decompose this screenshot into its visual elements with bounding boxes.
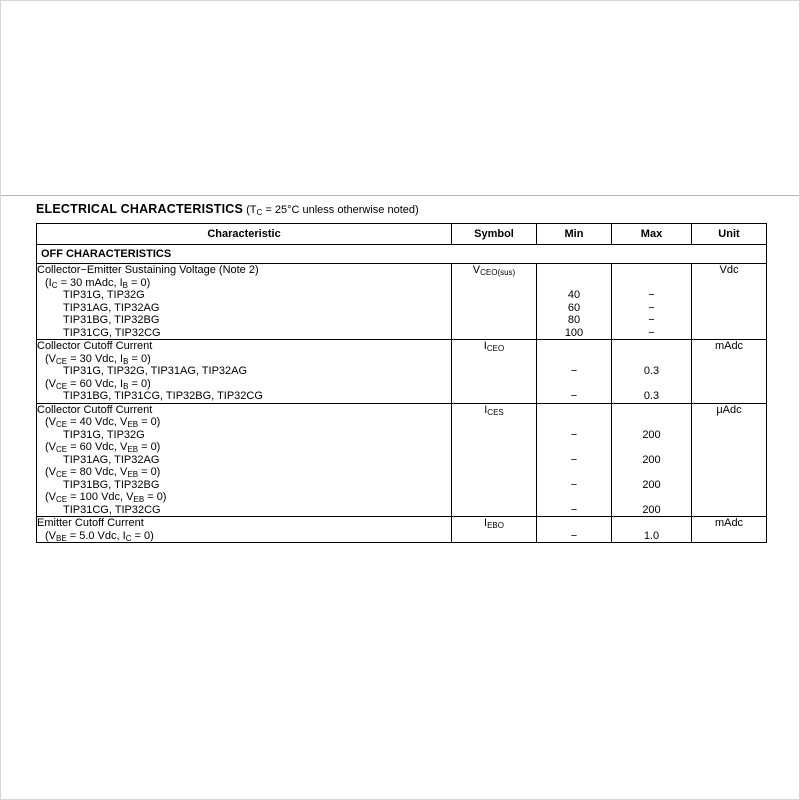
max-value [612, 466, 691, 479]
characteristic-line: Emitter Cutoff Current [37, 517, 144, 529]
max-value: 200 [642, 428, 661, 441]
min-value: 60 [567, 301, 581, 314]
min-value [537, 277, 611, 290]
max-value [612, 404, 691, 417]
unit-text: mAdc [714, 517, 744, 529]
col-header-min: Min [537, 224, 612, 245]
characteristic-cell [37, 264, 452, 340]
min-value: − [570, 503, 578, 516]
max-cell [612, 403, 692, 517]
characteristic-line: ($V_{CE} = 80$ Vdc, $V_{EB} = 0$) [45, 466, 161, 479]
min-value: − [570, 529, 578, 542]
symbol-cell [452, 517, 537, 543]
min-value [537, 404, 611, 417]
col-header-max: Max [612, 224, 692, 245]
table-row [37, 264, 767, 340]
section-title-main: ELECTRICAL CHARACTERISTICS [36, 202, 244, 216]
min-value [537, 353, 611, 366]
min-value [537, 378, 611, 391]
max-cell [612, 340, 692, 404]
min-value: − [570, 428, 578, 441]
max-value: 0.3 [643, 365, 660, 377]
characteristic-line: ($V_{CE} = 30$ Vdc, $I_B = 0$) [45, 352, 151, 365]
max-value [612, 353, 691, 366]
min-value: − [570, 390, 578, 402]
symbol-text: $V_{CEO(sus)}$ [472, 264, 516, 277]
characteristic-line: TIP31BG, TIP32BG [63, 478, 160, 491]
min-value [537, 264, 611, 277]
max-value [612, 378, 691, 391]
min-value [537, 340, 611, 353]
unit-cell [692, 340, 767, 404]
characteristic-line: ($V_{CE} = 40$ Vdc, $V_{EB} = 0$) [45, 416, 161, 429]
unit-cell [692, 517, 767, 543]
min-value [537, 416, 611, 429]
max-value: 200 [642, 453, 661, 466]
electrical-characteristics-table [36, 223, 767, 543]
section-title-note: ($T_C = 25^\circ C$ unless otherwise noted) [243, 204, 419, 217]
min-cell [537, 403, 612, 517]
unit-text: μAdc [716, 403, 742, 416]
characteristic-line: Collector Cutoff Current [37, 340, 153, 352]
min-value [537, 466, 611, 479]
min-value [537, 441, 611, 454]
unit-cell [692, 403, 767, 517]
table-row [37, 340, 767, 404]
max-value: 200 [642, 503, 661, 516]
min-value: − [570, 478, 578, 491]
table-header-row [37, 224, 767, 245]
characteristic-line: TIP31BG, TIP32BG [63, 314, 160, 326]
characteristic-line: TIP31BG, TIP31CG, TIP32BG, TIP32CG [63, 390, 263, 402]
min-value: 40 [567, 289, 581, 301]
max-cell [612, 517, 692, 543]
table-row [37, 403, 767, 517]
symbol-cell [452, 403, 537, 517]
characteristic-line: TIP31AG, TIP32AG [63, 301, 160, 314]
characteristic-line: ($V_{CE} = 60$ Vdc, $V_{EB} = 0$) [45, 441, 161, 454]
characteristic-cell [37, 517, 452, 543]
characteristic-line: ($V_{CE} = 60$ Vdc, $I_B = 0$) [45, 377, 151, 390]
characteristic-line: TIP31G, TIP32G [63, 428, 145, 441]
characteristic-line: Collector Cutoff Current [37, 403, 153, 416]
min-value [537, 491, 611, 504]
max-value [612, 277, 691, 290]
min-value: − [570, 453, 578, 466]
characteristic-line: TIP31CG, TIP32CG [63, 503, 161, 516]
max-value: 0.3 [643, 390, 660, 402]
col-header-symbol: Symbol [452, 224, 537, 245]
page-divider-line [1, 195, 799, 196]
min-value [537, 517, 611, 530]
col-header-unit: Unit [692, 224, 767, 245]
content-area [36, 200, 766, 543]
unit-cell [692, 264, 767, 340]
characteristic-line: Collector−Emitter Sustaining Voltage (Note 2) [37, 264, 259, 276]
unit-text: Vdc [719, 264, 739, 276]
max-cell [612, 264, 692, 340]
section-title [36, 200, 766, 218]
min-cell [537, 517, 612, 543]
col-header-characteristic: Characteristic [37, 224, 452, 245]
characteristic-line: ($I_C = 30$ mAdc, $I_B = 0$) [45, 276, 151, 289]
symbol-text: $I_{EBO}$ [484, 517, 504, 530]
min-value: 100 [564, 326, 584, 339]
characteristic-line: ($V_{BE} = 5.0$ Vdc, $I_C = 0$) [45, 529, 154, 542]
max-value [612, 416, 691, 429]
characteristic-line: TIP31CG, TIP32CG [63, 326, 161, 339]
max-value [612, 491, 691, 504]
min-value: − [570, 365, 578, 377]
max-value: − [648, 289, 655, 301]
max-value: 1.0 [643, 529, 660, 542]
symbol-text: $I_{CES}$ [484, 403, 504, 416]
table-section-label: OFF CHARACTERISTICS [37, 245, 767, 264]
max-value: − [648, 326, 655, 339]
symbol-cell [452, 264, 537, 340]
symbol-text: $I_{CEO}$ [483, 340, 505, 353]
characteristic-line: TIP31G, TIP32G [63, 289, 145, 301]
characteristic-line: TIP31G, TIP32G, TIP31AG, TIP32AG [63, 365, 248, 377]
min-cell [537, 340, 612, 404]
characteristic-cell [37, 403, 452, 517]
max-value: 200 [642, 478, 661, 491]
table-section-row [37, 245, 767, 264]
min-cell [537, 264, 612, 340]
characteristic-line: TIP31AG, TIP32AG [63, 453, 160, 466]
characteristic-line: ($V_{CE} = 100$ Vdc, $V_{EB} = 0$) [45, 491, 167, 504]
max-value [612, 340, 691, 353]
max-value: − [648, 314, 655, 326]
min-value: 80 [567, 314, 581, 326]
table-body [37, 245, 767, 543]
table-row [37, 517, 767, 543]
max-value [612, 441, 691, 454]
unit-text: mAdc [714, 340, 744, 352]
max-value: − [648, 301, 655, 314]
characteristic-cell [37, 340, 452, 404]
max-value [612, 264, 691, 277]
symbol-cell [452, 340, 537, 404]
max-value [612, 517, 691, 530]
